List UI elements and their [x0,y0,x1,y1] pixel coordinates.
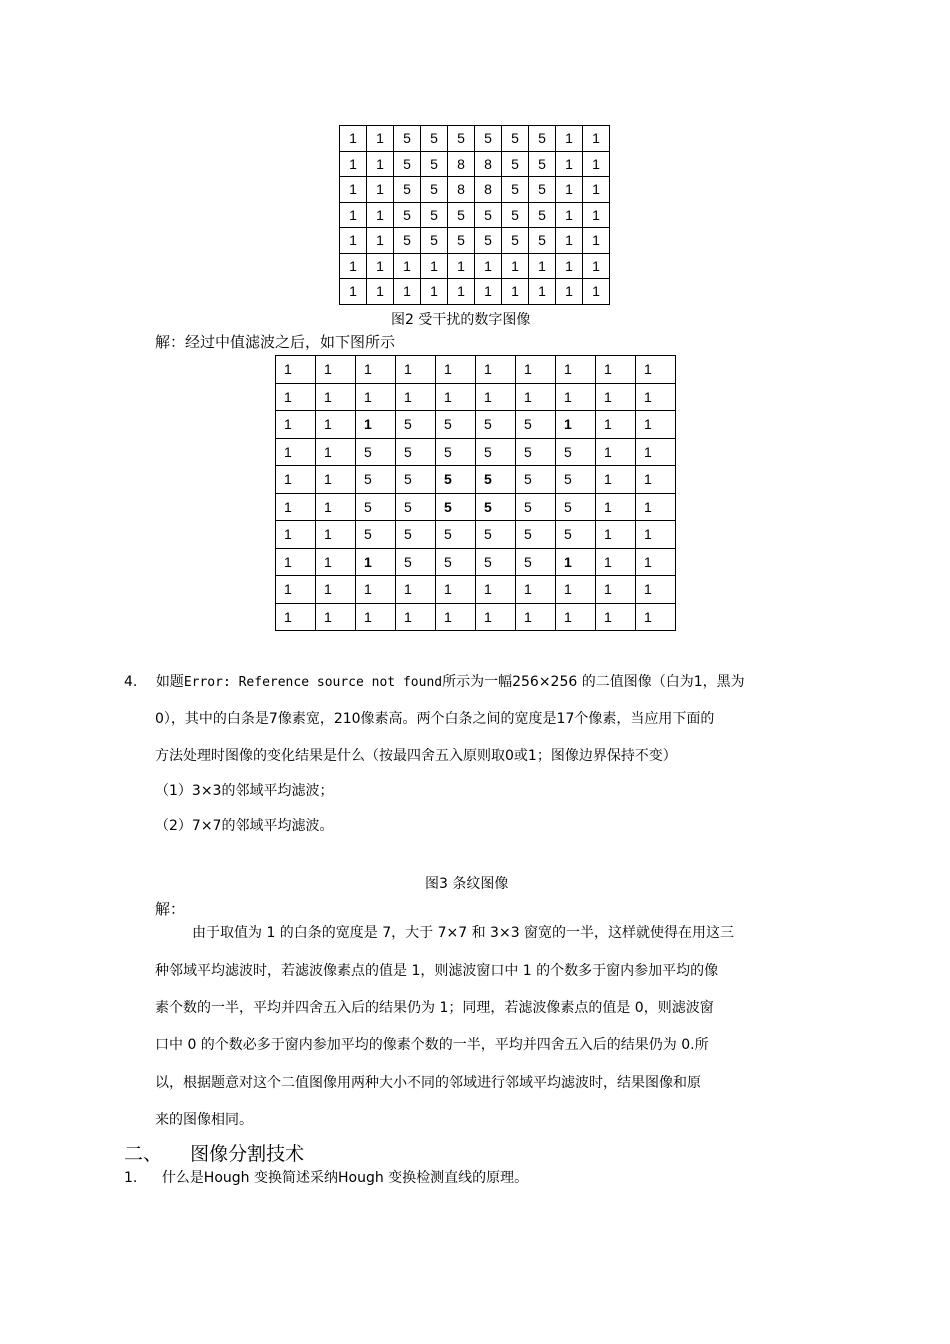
table-cell: 1 [394,253,421,279]
table-cell: 5 [475,126,502,152]
table-cell: 1 [276,438,316,466]
table-cell: 5 [516,493,556,521]
table-cell: 1 [316,548,356,576]
question4-text-b: 所示为一幅256×256 的二值图像（白为1，黑为 [442,674,745,690]
table-cell: 1 [367,253,394,279]
table-cell: 1 [583,126,610,152]
question4-line3: 方法处理时图像的变化结果是什么（按最四舍五入原则取0或1；图像边界保持不变） [155,748,677,764]
figure3-caption: 图3 条纹图像 [425,876,509,892]
table-row [276,356,676,384]
table-cell: 5 [396,493,436,521]
table-cell: 1 [276,493,316,521]
table-cell: 5 [502,126,529,152]
table-cell: 1 [436,603,476,631]
table-cell: 5 [436,493,476,521]
table-cell: 1 [436,576,476,604]
table-cell: 5 [396,411,436,439]
table-cell: 1 [529,279,556,305]
section2-question1 [124,1167,528,1187]
table-cell: 5 [476,466,516,494]
table-cell: 1 [556,356,596,384]
table-cell: 5 [421,202,448,228]
table-cell: 1 [276,576,316,604]
table-cell: 5 [556,438,596,466]
table-cell: 5 [529,126,556,152]
section2-title: 图像分割技术 [190,1143,305,1165]
solution2-line: 素个数的一半，平均并四舍五入后的结果仍为 1；同理，若滤波像素点的值是 0，则滤波窗 [155,1000,714,1016]
table-cell: 1 [340,228,367,254]
table-cell: 1 [596,548,636,576]
table-cell: 5 [396,548,436,576]
table-cell: 5 [529,151,556,177]
table-row [340,177,610,203]
table-cell: 1 [596,521,636,549]
table-cell: 5 [396,466,436,494]
table-cell: 1 [583,253,610,279]
table-cell: 1 [396,576,436,604]
table-cell: 1 [367,279,394,305]
table-cell: 1 [596,411,636,439]
section2-heading [124,1139,304,1166]
table-cell: 1 [583,177,610,203]
table-cell: 1 [396,383,436,411]
table-row [340,253,610,279]
table-cell: 1 [596,576,636,604]
table-cell: 1 [316,521,356,549]
table-cell: 1 [367,228,394,254]
table-cell: 1 [583,228,610,254]
table-cell: 5 [475,228,502,254]
table-row [276,411,676,439]
table-cell: 1 [556,253,583,279]
table-cell: 5 [394,126,421,152]
table-cell: 5 [516,411,556,439]
solution2-label: 解： [155,900,186,918]
table-cell: 8 [475,177,502,203]
table-row [276,603,676,631]
table-cell: 1 [556,202,583,228]
table-cell: 1 [356,356,396,384]
question4-line2: 0），其中的白条是7像素宽，210像素高。两个白条之间的宽度是17个像素，当应用下面的 [155,711,715,727]
table-row [276,548,676,576]
table-cell: 8 [475,151,502,177]
table-cell: 1 [502,253,529,279]
table-cell: 1 [636,521,676,549]
table-cell: 5 [502,177,529,203]
table-cell: 1 [316,383,356,411]
table-cell: 1 [475,279,502,305]
table-cell: 1 [596,603,636,631]
table-cell: 5 [529,228,556,254]
solution2-line: 由于取值为 1 的白条的宽度是 7，大于 7×7 和 3×3 窗宽的一半，这样就使得在用这三 [192,925,735,941]
table-cell: 5 [421,126,448,152]
table-cell: 1 [636,576,676,604]
table-cell: 1 [529,253,556,279]
table-cell: 1 [367,177,394,203]
table-row [340,126,610,152]
table-cell: 1 [516,603,556,631]
table-cell: 1 [316,356,356,384]
table-cell: 1 [556,603,596,631]
table-cell: 5 [516,438,556,466]
table-cell: 8 [448,151,475,177]
section2-question1-text: 什么是Hough 变换简述采纳Hough 变换检测直线的原理。 [161,1170,529,1186]
table-cell: 1 [276,466,316,494]
table-cell: 5 [394,177,421,203]
table-cell: 5 [421,151,448,177]
table-cell: 1 [516,383,556,411]
table-row [276,383,676,411]
table-cell: 1 [596,438,636,466]
table-cell: 1 [636,466,676,494]
table-cell: 1 [396,356,436,384]
noisy-image-table [339,125,610,305]
table-row [276,438,676,466]
table-row [276,493,676,521]
table-cell: 1 [340,202,367,228]
table-cell: 1 [356,548,396,576]
table-cell: 1 [340,151,367,177]
table-cell: 1 [583,151,610,177]
solution1-intro: 解：经过中值滤波之后，如下图所示 [155,333,396,351]
table-row [340,202,610,228]
table-cell: 8 [448,177,475,203]
table-cell: 5 [556,521,596,549]
reference-error: Error: Reference source not found [183,675,443,690]
table-cell: 1 [476,603,516,631]
table-cell: 1 [636,493,676,521]
table-cell: 5 [396,521,436,549]
question4-number: 4. [124,674,138,690]
table-row [340,279,610,305]
table-cell: 1 [340,177,367,203]
table-row [276,466,676,494]
median-filtered-table [275,355,676,631]
table-cell: 1 [316,493,356,521]
table-cell: 1 [436,383,476,411]
table-cell: 5 [476,493,516,521]
table-cell: 5 [356,438,396,466]
table-cell: 1 [316,576,356,604]
solution2-line: 口中 0 的个数必多于窗内参加平均的像素个数的一半，平均并四舍五入后的结果仍为 0.所 [155,1037,709,1053]
table-cell: 5 [421,177,448,203]
table-cell: 1 [516,576,556,604]
solution2-line: 种邻域平均滤波时，若滤波像素点的值是 1，则滤波窗口中 1 的个数多于窗内参加平均的像 [155,963,719,979]
table-cell: 5 [356,521,396,549]
table-row [340,151,610,177]
solution2-line: 以，根据题意对这个二值图像用两种大小不同的邻域进行邻域平均滤波时，结果图像和原 [155,1075,701,1091]
solution2-line: 来的图像相同。 [155,1112,253,1128]
table-cell: 5 [556,466,596,494]
table-cell: 1 [556,548,596,576]
table-cell: 1 [276,548,316,576]
table-cell: 1 [276,356,316,384]
table-cell: 1 [367,126,394,152]
table-cell: 1 [476,383,516,411]
table-cell: 5 [436,466,476,494]
table-cell: 1 [421,279,448,305]
table-cell: 1 [436,356,476,384]
table-cell: 1 [556,279,583,305]
table-cell: 1 [636,411,676,439]
table-cell: 1 [476,576,516,604]
table-cell: 1 [276,411,316,439]
table-cell: 5 [436,548,476,576]
table-cell: 1 [636,383,676,411]
table-cell: 5 [356,493,396,521]
table-cell: 1 [276,383,316,411]
table-cell: 1 [448,279,475,305]
table-cell: 5 [448,228,475,254]
table-cell: 1 [421,253,448,279]
table-cell: 5 [502,202,529,228]
table-cell: 1 [516,356,556,384]
table-cell: 1 [340,279,367,305]
table-cell: 5 [421,228,448,254]
question4-text-a: 如题 [155,674,184,690]
table-cell: 1 [316,466,356,494]
table-cell: 1 [556,228,583,254]
table-cell: 5 [556,493,596,521]
table-cell: 1 [502,279,529,305]
table-cell: 1 [556,411,596,439]
table-cell: 1 [367,202,394,228]
table-cell: 1 [276,603,316,631]
question4-line1 [124,671,745,691]
table-row [340,228,610,254]
table-row [276,576,676,604]
table-row [276,521,676,549]
table-cell: 5 [394,151,421,177]
table-cell: 5 [502,228,529,254]
table-cell: 5 [448,126,475,152]
table-cell: 1 [556,576,596,604]
table-cell: 5 [476,411,516,439]
table-cell: 1 [596,383,636,411]
table-cell: 1 [356,383,396,411]
question4-item1: （1）3×3的邻域平均滤波； [155,783,334,799]
table-cell: 5 [529,177,556,203]
table-cell: 1 [356,411,396,439]
figure2-caption: 图2 受干扰的数字图像 [391,312,531,328]
table-cell: 5 [502,151,529,177]
table-cell: 5 [436,521,476,549]
table-cell: 1 [556,151,583,177]
table-cell: 1 [394,279,421,305]
table-cell: 1 [556,177,583,203]
question4-item2: （2）7×7的邻域平均滤波。 [155,818,334,834]
table-cell: 1 [596,356,636,384]
table-cell: 5 [516,466,556,494]
table-cell: 5 [475,202,502,228]
table-cell: 1 [340,253,367,279]
table-cell: 1 [596,466,636,494]
table-cell: 1 [556,126,583,152]
table-cell: 1 [596,493,636,521]
section2-question1-number: 1. [124,1170,138,1186]
table-cell: 1 [316,438,356,466]
table-cell: 5 [476,438,516,466]
table-cell: 5 [394,202,421,228]
table-cell: 1 [636,603,676,631]
table-cell: 1 [636,438,676,466]
table-cell: 1 [556,383,596,411]
table-cell: 5 [436,411,476,439]
table-cell: 5 [516,548,556,576]
table-cell: 1 [396,603,436,631]
table-cell: 5 [396,438,436,466]
table-cell: 5 [394,228,421,254]
table-cell: 1 [356,576,396,604]
table-cell: 5 [448,202,475,228]
table-cell: 1 [340,126,367,152]
table-cell: 1 [276,521,316,549]
table-cell: 1 [476,356,516,384]
table-cell: 5 [529,202,556,228]
table-cell: 5 [476,521,516,549]
table-cell: 1 [636,548,676,576]
table-cell: 5 [516,521,556,549]
table-cell: 1 [475,253,502,279]
table-cell: 1 [316,411,356,439]
table-cell: 1 [583,202,610,228]
table-cell: 1 [367,151,394,177]
section2-number: 二、 [124,1143,163,1165]
table-cell: 1 [636,356,676,384]
table-cell: 1 [316,603,356,631]
table-cell: 1 [583,279,610,305]
table-cell: 1 [448,253,475,279]
table-cell: 5 [436,438,476,466]
table-cell: 5 [356,466,396,494]
table-cell: 1 [356,603,396,631]
table-cell: 5 [476,548,516,576]
